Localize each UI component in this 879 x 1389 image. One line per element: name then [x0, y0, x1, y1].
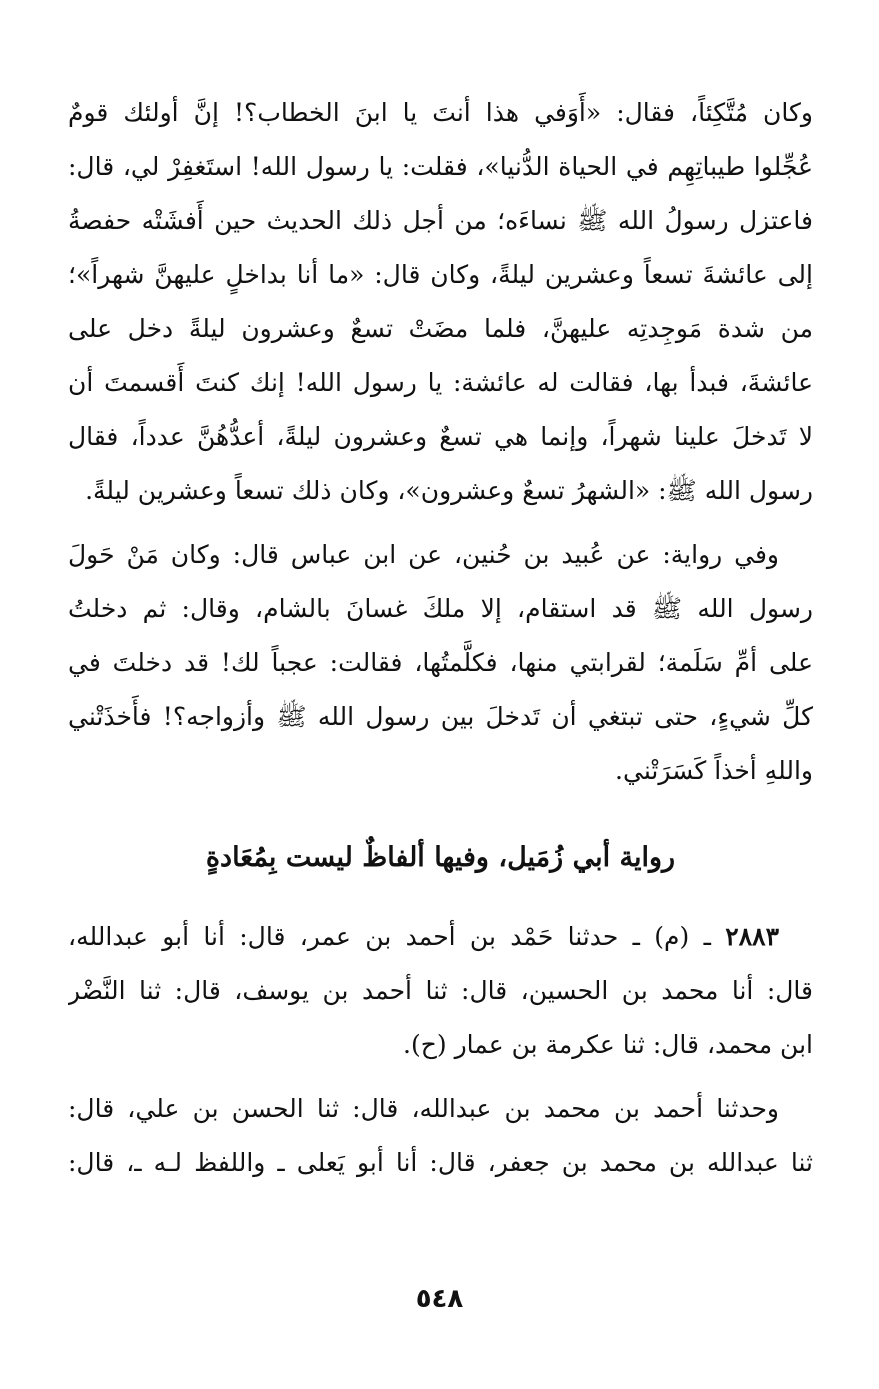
hadith-entry [68, 910, 813, 1072]
text-line: ثنا عبدالله بن محمد بن جعفر، قال: أنا أبو يَعلى ـ واللفظ لـه ـ، قال: [68, 1148, 813, 1177]
text-line: وكان مُتَّكِئاً، فقال: «أَوَفي هذا أنتَ يا ابنَ الخطاب؟! إنَّ أولئك قومٌ [68, 98, 813, 127]
text-line: كلِّ شيءٍ، حتى تبتغي أن تَدخلَ بين رسول الله ﷺ وأزواجه؟! فأَخذَتْني [68, 702, 813, 731]
paragraph-another-narration [68, 528, 813, 798]
text-line: رسول الله ﷺ قد استقام، إلا ملكَ غسانَ بالشام، وقال: ثم دخلتُ [68, 594, 813, 623]
text-line: واللهِ أخذاً كَسَرَتْني. [615, 756, 813, 785]
text-line: وحدثنا أحمد بن محمد بن عبدالله، قال: ثنا الحسن بن علي، قال: [68, 1094, 779, 1123]
page-number: ٥٤٨ [415, 1284, 464, 1314]
text-line: على أمِّ سَلَمة؛ لقرابتي منها، فكلَّمتُها، فقالت: عجباً لك! قد دخلتَ في [68, 648, 813, 677]
text-line: رسول الله ﷺ: «الشهرُ تسعٌ وعشرون»، وكان ذلك تسعاً وعشرين ليلةً. [85, 476, 813, 505]
paragraph-hadith-continuation [68, 86, 813, 518]
page-body [68, 86, 813, 1190]
paragraph-gap [68, 1072, 813, 1082]
text-line: عائشةَ، فبدأ بها، فقالت له عائشة: يا رسول الله! إنك كنتَ أَقسمتَ أن [68, 368, 813, 397]
text-line: وفي رواية: عن عُبيد بن حُنين، عن ابن عباس قال: وكان مَنْ حَولَ [68, 540, 779, 569]
paragraph-gap [68, 518, 813, 528]
text-line: من شدة مَوجِدتِه عليهنَّ، فلما مضَتْ تسعٌ وعشرون ليلةً دخل على [68, 314, 813, 343]
hadith-first-line [68, 910, 813, 964]
text-line: لا تَدخلَ علينا شهراً، وإنما هي تسعٌ وعشرون ليلةً، أعدُّهُنَّ عدداً، فقال [68, 422, 813, 451]
text-line: عُجِّلوا طيباتِهِم في الحياة الدُّنيا»، فقلت: يا رسول الله! استَغفِرْ لي، قال: [68, 152, 813, 181]
section-heading: رواية أبي زُمَيل، وفيها ألفاظٌ ليست بِمُعَادةٍ [205, 842, 676, 873]
paragraph-chain [68, 1082, 813, 1190]
text-line: فاعتزل رسولُ الله ﷺ نساءَه؛ من أجل ذلك الحديث حين أَفشَتْه حفصةُ [68, 206, 813, 235]
text-line: قال: أنا محمد بن الحسين، قال: ثنا أحمد بن يوسف، قال: ثنا النَّضْر [68, 976, 813, 1005]
hadith-number: ٢٨٨٣ [725, 922, 780, 951]
hadith-line-text: ـ (م) ـ حدثنا حَمْد بن أحمد بن عمر، قال: أنا أبو عبدالله، [68, 922, 711, 951]
text-line: إلى عائشةَ تسعاً وعشرين ليلةً، وكان قال: «ما أنا بداخلٍ عليهنَّ شهراً»؛ [68, 260, 813, 289]
text-line: ابن محمد، قال: ثنا عكرمة بن عمار (ح). [403, 1030, 813, 1059]
